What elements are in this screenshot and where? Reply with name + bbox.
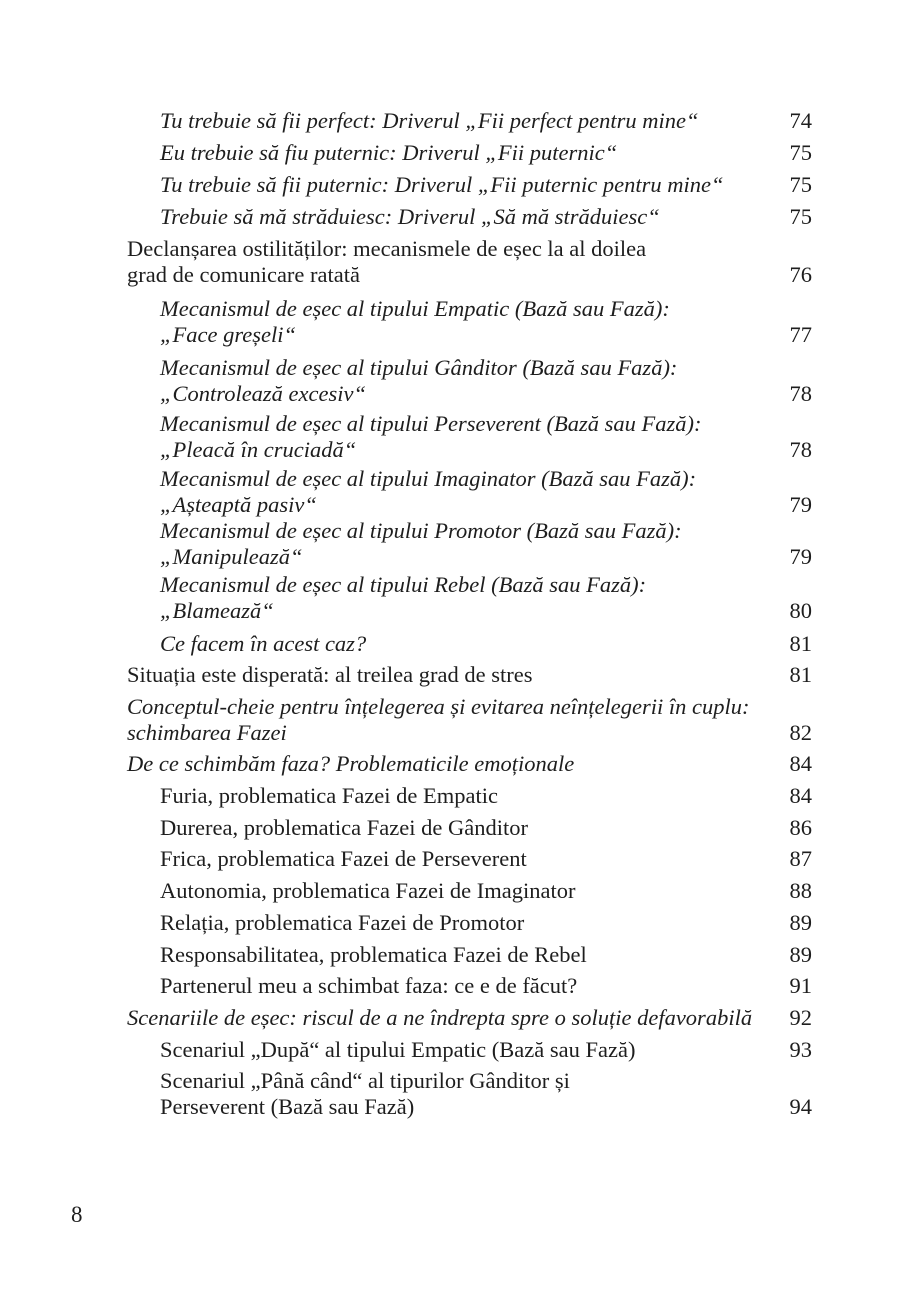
toc-entry-line: grad de comunicare ratată (127, 262, 360, 287)
toc-entry-line: Ce facem în acest caz? (160, 631, 367, 656)
toc-entry-page: 79 (789, 544, 812, 569)
toc-entry-page: 86 (789, 815, 812, 840)
toc-entry-line: „Controlează excesiv“ (160, 381, 367, 406)
toc-entry (127, 973, 812, 999)
toc-entry-page: 84 (789, 751, 812, 776)
toc-entry (127, 631, 812, 657)
toc-entry (127, 572, 812, 624)
toc-entry-page: 91 (789, 973, 812, 998)
toc-entry-line: „Așteaptă pasiv“ (160, 492, 317, 517)
toc-entry-text (160, 518, 682, 570)
toc-entry (127, 236, 812, 288)
toc-entry-line: „Manipulează“ (160, 544, 303, 569)
toc-entry-page: 75 (789, 140, 812, 165)
toc-entry-text (160, 172, 724, 198)
toc-entry-page: 80 (789, 598, 812, 623)
toc-entry-text (160, 1068, 570, 1120)
toc-entry-line: Mecanismul de eșec al tipului Gânditor (Bază sau Fază): (160, 355, 678, 380)
toc-entry (127, 1068, 812, 1120)
toc-entry-text (127, 694, 750, 746)
toc-entry-text (160, 910, 524, 936)
toc-entry-text (160, 631, 366, 657)
toc-entry (127, 751, 812, 777)
toc-entry-line: „Face greșeli“ (160, 322, 297, 347)
toc-entry-text (160, 204, 660, 230)
toc-entry-line: Scenariul „Până când“ al tipurilor Gânditor și (160, 1068, 570, 1093)
toc-entry-line: Declanșarea ostilităților: mecanismele de eșec la al doilea (127, 236, 647, 261)
toc-entry-line: Furia, problematica Fazei de Empatic (160, 783, 498, 808)
toc-entry-line: Tu trebuie să fii puternic: Driverul „Fii puternic pentru mine“ (160, 172, 724, 197)
toc-entry (127, 783, 812, 809)
toc-entry (127, 518, 812, 570)
toc-entry-text (160, 1037, 635, 1063)
toc-entry-page: 93 (789, 1037, 812, 1062)
toc-entry-line: Partenerul meu a schimbat faza: ce e de făcut? (160, 973, 578, 998)
toc-entry (127, 411, 812, 463)
toc-entry-text (160, 411, 702, 463)
toc-entry-line: Situația este disperată: al treilea grad de stres (127, 662, 533, 687)
toc-entry-text (160, 815, 528, 841)
toc-entry-page: 89 (789, 910, 812, 935)
toc-entry-text (160, 140, 617, 166)
toc-entry-line: Perseverent (Bază sau Fază) (160, 1094, 415, 1119)
toc-entry-line: Trebuie să mă străduiesc: Driverul „Să mă străduiesc“ (160, 204, 660, 229)
toc-entry-line: Autonomia, problematica Fazei de Imaginator (160, 878, 576, 903)
toc-entry-page: 87 (789, 846, 812, 871)
toc-entry (127, 204, 812, 230)
toc-entry (127, 910, 812, 936)
toc-entry-text (127, 236, 646, 288)
toc-entry-page: 84 (789, 783, 812, 808)
toc-entry-line: Responsabilitatea, problematica Fazei de Rebel (160, 942, 587, 967)
toc-entry-page: 75 (789, 204, 812, 229)
toc-entry-line: Mecanismul de eșec al tipului Perseverent (Bază sau Fază): (160, 411, 702, 436)
table-of-contents (127, 108, 812, 1120)
toc-entry-text (160, 878, 575, 904)
toc-entry-text (127, 751, 574, 777)
toc-entry-page: 88 (789, 878, 812, 903)
toc-entry-page: 81 (789, 631, 812, 656)
toc-entry-line: „Blamează“ (160, 598, 274, 623)
toc-entry-line: Frica, problematica Fazei de Perseverent (160, 846, 527, 871)
toc-entry-text (127, 1005, 752, 1031)
toc-entry-line: Mecanismul de eșec al tipului Empatic (Bază sau Fază): (160, 296, 670, 321)
toc-entry (127, 140, 812, 166)
toc-entry (127, 1005, 812, 1031)
toc-entry-page: 77 (789, 322, 812, 347)
toc-entry-page: 74 (789, 108, 812, 133)
toc-entry (127, 694, 812, 746)
toc-entry-line: Mecanismul de eșec al tipului Promotor (Bază sau Fază): (160, 518, 682, 543)
toc-entry-page: 94 (789, 1094, 812, 1119)
toc-entry-page: 76 (789, 262, 812, 287)
toc-entry-line: Mecanismul de eșec al tipului Rebel (Bază sau Fază): (160, 572, 647, 597)
toc-entry-line: De ce schimbăm faza? Problematicile emoționale (127, 751, 575, 776)
toc-entry (127, 1037, 812, 1063)
toc-entry (127, 878, 812, 904)
toc-entry-page: 79 (789, 492, 812, 517)
toc-entry-page: 75 (789, 172, 812, 197)
toc-entry-line: Durerea, problematica Fazei de Gânditor (160, 815, 528, 840)
toc-entry-page: 92 (789, 1005, 812, 1030)
toc-entry-line: Relația, problematica Fazei de Promotor (160, 910, 525, 935)
toc-entry-line: Scenariul „După“ al tipului Empatic (Bază sau Fază) (160, 1037, 636, 1062)
toc-entry-text (160, 466, 696, 518)
toc-entry (127, 172, 812, 198)
toc-entry (127, 846, 812, 872)
toc-entry (127, 942, 812, 968)
toc-entry-page: 89 (789, 942, 812, 967)
toc-entry-text (160, 572, 646, 624)
toc-entry (127, 108, 812, 134)
toc-entry-page: 82 (789, 720, 812, 745)
toc-entry-line: Eu trebuie să fiu puternic: Driverul „Fii puternic“ (160, 140, 618, 165)
page-number-folio: 8 (71, 1202, 83, 1227)
toc-entry (127, 466, 812, 518)
toc-entry-text (127, 662, 532, 688)
toc-entry-text (160, 296, 670, 348)
toc-entry-line: schimbarea Fazei (127, 720, 287, 745)
toc-entry-page: 78 (789, 437, 812, 462)
toc-entry-text (160, 846, 527, 872)
toc-entry-text (160, 783, 498, 809)
toc-entry-text (160, 973, 577, 999)
toc-entry (127, 815, 812, 841)
toc-entry-text (160, 355, 677, 407)
toc-entry-line: Mecanismul de eșec al tipului Imaginator (Bază sau Fază): (160, 466, 697, 491)
toc-entry-page: 81 (789, 662, 812, 687)
toc-entry-line: Tu trebuie să fii perfect: Driverul „Fii perfect pentru mine“ (160, 108, 699, 133)
toc-entry-text (160, 942, 587, 968)
toc-entry-line: „Pleacă în cruciadă“ (160, 437, 357, 462)
toc-entry (127, 296, 812, 348)
toc-entry-text (160, 108, 698, 134)
toc-entry (127, 662, 812, 688)
toc-entry (127, 355, 812, 407)
toc-entry-page: 78 (789, 381, 812, 406)
toc-entry-line: Scenariile de eșec: riscul de a ne îndrepta spre o soluție defavorabilă (127, 1005, 753, 1030)
toc-entry-line: Conceptul-cheie pentru înțelegerea și evitarea neînțelegerii în cuplu: (127, 694, 750, 719)
